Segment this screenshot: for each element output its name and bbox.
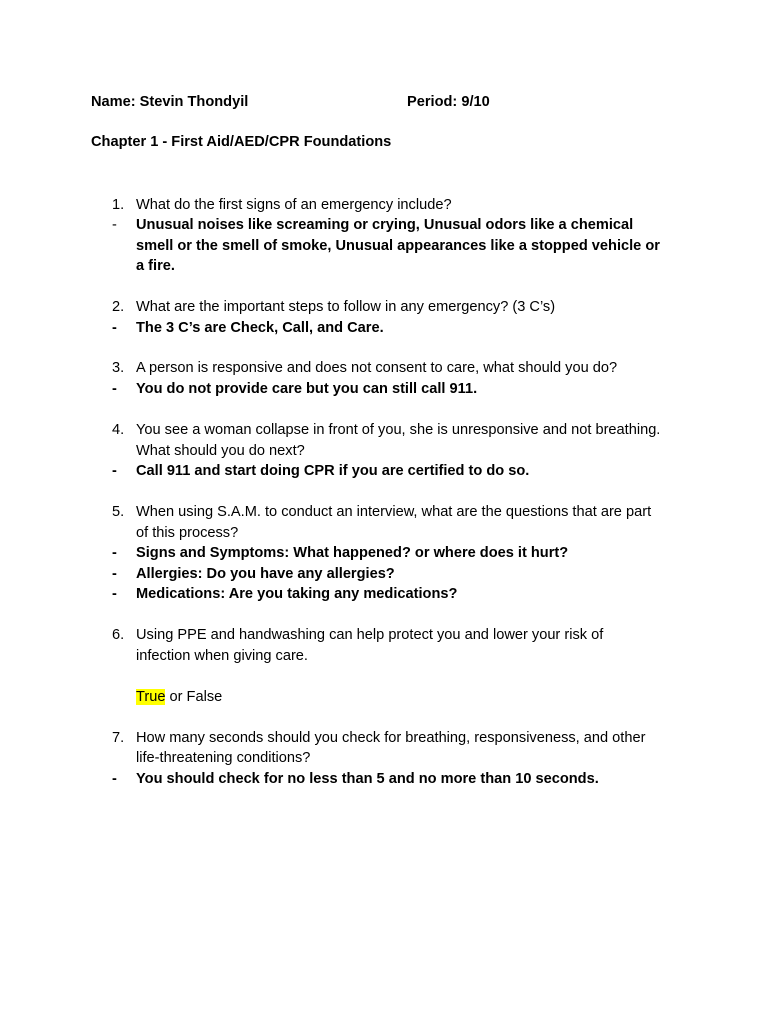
answer-text: The 3 C’s are Check, Call, and Care. <box>136 320 384 336</box>
answer-text: You do not provide care but you can still call 911. <box>136 381 478 397</box>
question-number: 3. <box>112 360 125 376</box>
question-text: infection when giving care. <box>136 648 308 664</box>
answer-text: Medications: Are you taking any medications? <box>136 586 458 602</box>
question-text: life-threatening conditions? <box>136 750 311 766</box>
question-text: A person is responsive and does not consent to care, what should you do? <box>136 360 618 376</box>
student-name: Name: Stevin Thondyil <box>91 94 249 110</box>
answer-bullet: - <box>112 381 117 397</box>
answer-text: a fire. <box>136 258 175 274</box>
question-number: 4. <box>112 422 125 438</box>
false-option: or False <box>165 689 223 705</box>
answer-bullet: - <box>112 217 117 233</box>
answer-bullet: - <box>112 320 117 336</box>
answer-bullet: - <box>112 586 117 602</box>
question-number: 2. <box>112 299 125 315</box>
answer-text: smell or the smell of smoke, Unusual appearances like a stopped vehicle or <box>136 238 660 254</box>
class-period: Period: 9/10 <box>407 94 490 110</box>
question-text: What are the important steps to follow in any emergency? (3 C’s) <box>136 299 556 315</box>
question-number: 7. <box>112 730 125 746</box>
question-text: You see a woman collapse in front of you, she is unresponsive and not breathing. <box>136 422 661 438</box>
question-number: 1. <box>112 197 125 213</box>
question-text: What do the first signs of an emergency include? <box>136 197 452 213</box>
answer-text: Call 911 and start doing CPR if you are certified to do so. <box>136 463 530 479</box>
question-text: When using S.A.M. to conduct an interview, what are the questions that are part <box>136 504 652 520</box>
answer-bullet: - <box>112 545 117 561</box>
true-false-answer <box>136 687 222 708</box>
question-number: 6. <box>112 627 125 643</box>
answer-text: Signs and Symptoms: What happened? or where does it hurt? <box>136 545 569 561</box>
answer-bullet: - <box>112 566 117 582</box>
answer-text: Unusual noises like screaming or crying, Unusual odors like a chemical <box>136 217 634 233</box>
answer-text: Allergies: Do you have any allergies? <box>136 566 395 582</box>
question-number: 5. <box>112 504 125 520</box>
question-text: What should you do next? <box>136 443 305 459</box>
answer-text: You should check for no less than 5 and no more than 10 seconds. <box>136 771 599 787</box>
answer-bullet: - <box>112 771 117 787</box>
question-text: Using PPE and handwashing can help protect you and lower your risk of <box>136 627 604 643</box>
question-text: How many seconds should you check for breathing, responsiveness, and other <box>136 730 646 746</box>
question-text: of this process? <box>136 525 239 541</box>
chapter-title: Chapter 1 - First Aid/AED/CPR Foundations <box>91 134 392 150</box>
highlighted-true: True <box>136 689 166 705</box>
answer-bullet: - <box>112 463 117 479</box>
